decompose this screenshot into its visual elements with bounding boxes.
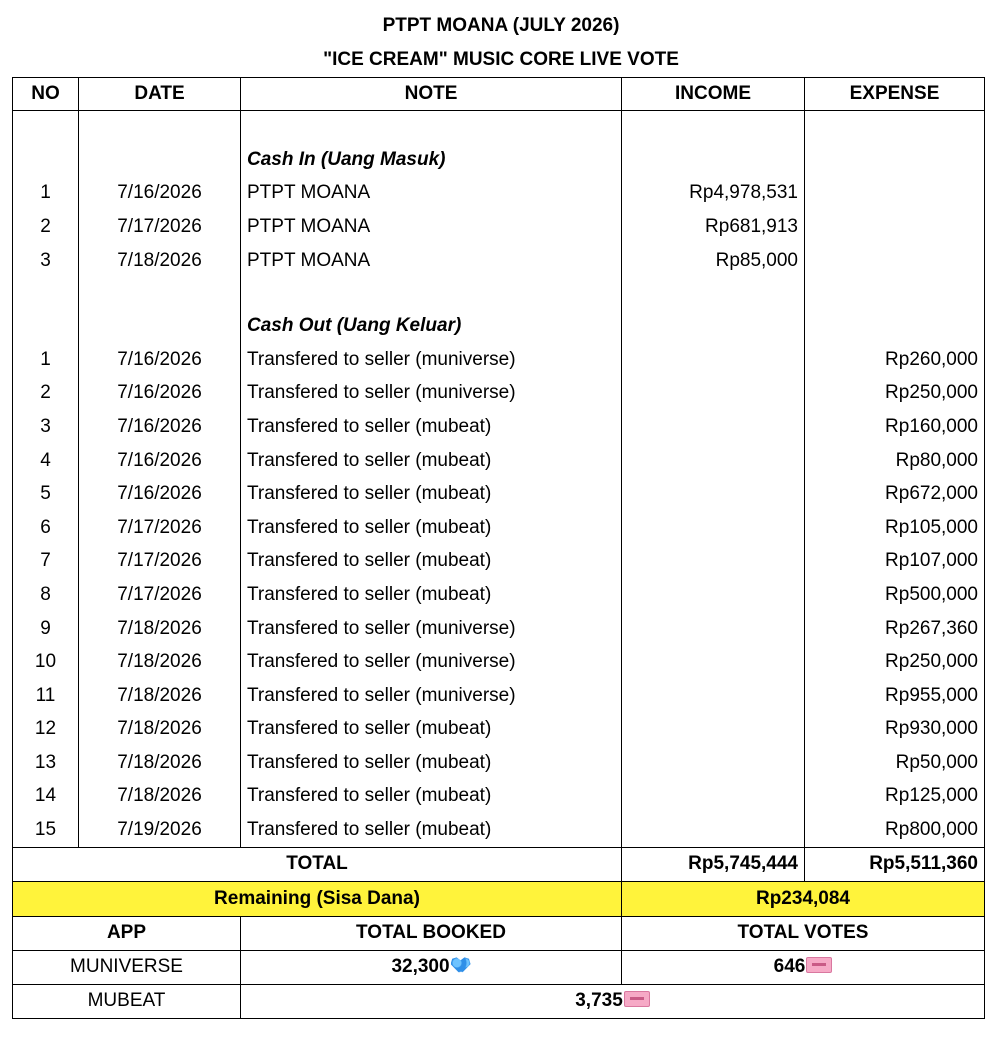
row-date: 7/16/2026 [79, 343, 241, 377]
row-income [622, 444, 805, 478]
header-total-votes: TOTAL VOTES [622, 916, 985, 950]
row-note: Transfered to seller (muniverse) [241, 612, 622, 646]
row-date: 7/17/2026 [79, 210, 241, 244]
cash-in-section [13, 143, 985, 177]
mubeat-total-value: 3,735 [575, 990, 623, 1012]
row-date: 7/18/2026 [79, 780, 241, 814]
table-row [13, 612, 985, 646]
row-expense: Rp125,000 [805, 780, 985, 814]
table-row [13, 545, 985, 579]
row-date: 7/17/2026 [79, 511, 241, 545]
row-expense: Rp105,000 [805, 511, 985, 545]
row-income [622, 377, 805, 411]
row-date: 7/16/2026 [79, 177, 241, 211]
table-row [13, 410, 985, 444]
row-income [622, 679, 805, 713]
row-note: Transfered to seller (mubeat) [241, 713, 622, 747]
row-income [622, 578, 805, 612]
row-income [622, 645, 805, 679]
cash-out-section [13, 309, 985, 343]
table-header [13, 78, 985, 111]
row-date: 7/16/2026 [79, 477, 241, 511]
row-date: 7/18/2026 [79, 713, 241, 747]
row-date: 7/18/2026 [79, 746, 241, 780]
row-income: Rp85,000 [622, 244, 805, 278]
row-note: Transfered to seller (mubeat) [241, 511, 622, 545]
row-expense [805, 210, 985, 244]
row-note: Transfered to seller (mubeat) [241, 780, 622, 814]
table-row [13, 244, 985, 278]
row-income [622, 511, 805, 545]
row-date: 7/16/2026 [79, 377, 241, 411]
row-no: 1 [13, 177, 79, 211]
cash-in-label: Cash In (Uang Masuk) [241, 143, 622, 177]
total-votes-cell [622, 950, 985, 984]
row-expense: Rp260,000 [805, 343, 985, 377]
mubeat-total-cell [241, 984, 985, 1018]
spacer-row [13, 277, 985, 309]
row-note: PTPT MOANA [241, 177, 622, 211]
row-income [622, 545, 805, 579]
row-date: 7/19/2026 [79, 813, 241, 847]
table-row [13, 177, 985, 211]
row-income [622, 713, 805, 747]
row-no: 2 [13, 377, 79, 411]
row-no: 4 [13, 444, 79, 478]
cash-out-label: Cash Out (Uang Keluar) [241, 309, 622, 343]
row-note: Transfered to seller (mubeat) [241, 746, 622, 780]
row-note: PTPT MOANA [241, 210, 622, 244]
finance-table [12, 77, 985, 1019]
row-note: Transfered to seller (mubeat) [241, 477, 622, 511]
row-expense [805, 244, 985, 278]
row-note: Transfered to seller (mubeat) [241, 444, 622, 478]
row-date: 7/18/2026 [79, 244, 241, 278]
row-date: 7/18/2026 [79, 612, 241, 646]
row-note: Transfered to seller (mubeat) [241, 813, 622, 847]
row-note: Transfered to seller (mubeat) [241, 545, 622, 579]
row-expense: Rp250,000 [805, 377, 985, 411]
table-row [13, 377, 985, 411]
table-row [13, 780, 985, 814]
app-row-mubeat [13, 984, 985, 1018]
remaining-row [13, 881, 985, 916]
row-income [622, 410, 805, 444]
header-income: INCOME [622, 78, 805, 111]
row-no: 5 [13, 477, 79, 511]
row-no: 9 [13, 612, 79, 646]
row-note: Transfered to seller (muniverse) [241, 343, 622, 377]
row-no: 12 [13, 713, 79, 747]
row-date: 7/18/2026 [79, 645, 241, 679]
total-booked-value: 32,300 [391, 956, 450, 978]
remaining-value: Rp234,084 [622, 881, 985, 916]
row-income: Rp681,913 [622, 210, 805, 244]
row-no: 13 [13, 746, 79, 780]
row-income [622, 746, 805, 780]
row-note: PTPT MOANA [241, 244, 622, 278]
row-date: 7/16/2026 [79, 410, 241, 444]
row-income [622, 813, 805, 847]
table-row [13, 511, 985, 545]
table-row [13, 679, 985, 713]
row-expense: Rp500,000 [805, 578, 985, 612]
row-date: 7/16/2026 [79, 444, 241, 478]
row-no: 11 [13, 679, 79, 713]
header-date: DATE [79, 78, 241, 111]
table-row [13, 444, 985, 478]
row-no: 15 [13, 813, 79, 847]
ticket-icon [624, 991, 650, 1007]
app-name: MUBEAT [13, 984, 241, 1018]
row-expense: Rp50,000 [805, 746, 985, 780]
row-expense: Rp250,000 [805, 645, 985, 679]
row-note: Transfered to seller (mubeat) [241, 410, 622, 444]
row-expense: Rp800,000 [805, 813, 985, 847]
row-income [622, 343, 805, 377]
spacer-row [13, 111, 985, 144]
table-row [13, 210, 985, 244]
row-note: Transfered to seller (mubeat) [241, 578, 622, 612]
total-row [13, 847, 985, 881]
row-expense: Rp955,000 [805, 679, 985, 713]
row-no: 3 [13, 410, 79, 444]
row-note: Transfered to seller (muniverse) [241, 679, 622, 713]
row-no: 3 [13, 244, 79, 278]
app-row-muniverse [13, 950, 985, 984]
total-label: TOTAL [13, 847, 622, 881]
app-name: MUNIVERSE [13, 950, 241, 984]
row-expense: Rp160,000 [805, 410, 985, 444]
row-no: 10 [13, 645, 79, 679]
row-income [622, 780, 805, 814]
remaining-label: Remaining (Sisa Dana) [13, 881, 622, 916]
row-no: 7 [13, 545, 79, 579]
row-expense: Rp80,000 [805, 444, 985, 478]
row-expense: Rp267,360 [805, 612, 985, 646]
row-no: 14 [13, 780, 79, 814]
table-row [13, 645, 985, 679]
row-expense: Rp672,000 [805, 477, 985, 511]
row-date: 7/17/2026 [79, 545, 241, 579]
header-app: APP [13, 916, 241, 950]
header-total-booked: TOTAL BOOKED [241, 916, 622, 950]
report-subtitle: "ICE CREAM" MUSIC CORE LIVE VOTE [323, 49, 679, 70]
table-row [13, 343, 985, 377]
table-row [13, 713, 985, 747]
table-row [13, 746, 985, 780]
header-expense: EXPENSE [805, 78, 985, 111]
table-row [13, 477, 985, 511]
header-note: NOTE [241, 78, 622, 111]
row-expense [805, 177, 985, 211]
total-votes-value: 646 [773, 956, 806, 978]
row-no: 8 [13, 578, 79, 612]
total-booked-cell [241, 950, 622, 984]
table-row [13, 578, 985, 612]
row-date: 7/18/2026 [79, 679, 241, 713]
row-income: Rp4,978,531 [622, 177, 805, 211]
report-title: PTPT MOANA (JULY 2026) [382, 15, 620, 36]
table-row [13, 813, 985, 847]
row-no: 1 [13, 343, 79, 377]
apps-header-row [13, 916, 985, 950]
ticket-icon [806, 957, 832, 973]
row-no: 6 [13, 511, 79, 545]
blue-heart-icon [451, 957, 471, 974]
row-expense: Rp930,000 [805, 713, 985, 747]
total-expense: Rp5,511,360 [805, 847, 985, 881]
row-note: Transfered to seller (muniverse) [241, 645, 622, 679]
row-note: Transfered to seller (muniverse) [241, 377, 622, 411]
row-expense: Rp107,000 [805, 545, 985, 579]
row-date: 7/17/2026 [79, 578, 241, 612]
header-no: NO [13, 78, 79, 111]
row-income [622, 612, 805, 646]
row-no: 2 [13, 210, 79, 244]
total-income: Rp5,745,444 [622, 847, 805, 881]
row-income [622, 477, 805, 511]
